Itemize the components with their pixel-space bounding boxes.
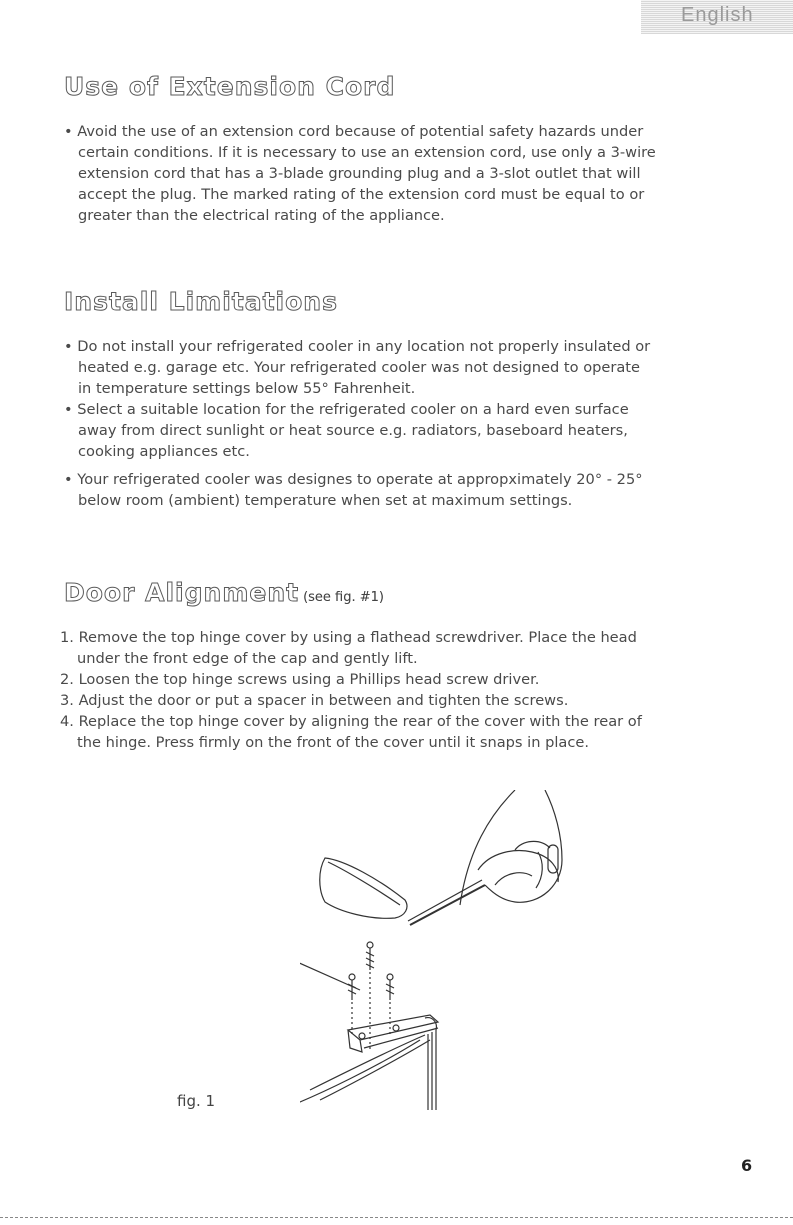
install-limitations-title: Install Limitations bbox=[64, 287, 338, 316]
screws-drawing bbox=[300, 942, 394, 1050]
door-alignment-steps bbox=[60, 627, 740, 753]
install-limitations-heading bbox=[64, 287, 338, 316]
step-line: 2. Loosen the top hinge screws using a Phillips head screw driver. bbox=[60, 671, 540, 688]
step-line: 4. Replace the top hinge cover by aligning the rear of the cover with the rear of bbox=[60, 713, 642, 730]
text-line: heated e.g. garage etc. Your refrigerated cooler was not designed to operate bbox=[78, 359, 641, 376]
step-line: 1. Remove the top hinge cover by using a flathead screwdriver. Place the head bbox=[60, 629, 637, 646]
door-alignment-heading bbox=[64, 578, 384, 607]
text-line: accept the plug. The marked rating of the extension cord must be equal to or bbox=[78, 186, 645, 203]
step-line: 3. Adjust the door or put a spacer in between and tighten the screws. bbox=[60, 692, 569, 709]
text-line: below room (ambient) temperature when set at maximum settings. bbox=[78, 492, 573, 509]
text-line: • Do not install your refrigerated cooler in any location not properly insulated or bbox=[64, 338, 651, 355]
text-line: • Your refrigerated cooler was designes to operate at appropximately 20° - 25° bbox=[64, 471, 643, 488]
hand-screwdriver-drawing bbox=[320, 790, 562, 925]
extension-cord-text bbox=[64, 121, 744, 226]
language-tab bbox=[641, 0, 793, 34]
text-line: in temperature settings below 55° Fahrenheit. bbox=[78, 380, 416, 397]
text-line: cooking appliances etc. bbox=[78, 443, 250, 460]
step-line: the hinge. Press firmly on the front of the cover until it snaps in place. bbox=[77, 734, 589, 751]
text-line: extension cord that has a 3-blade grounding plug and a 3-slot outlet that will bbox=[78, 165, 641, 182]
door-alignment-title: Door Alignment bbox=[64, 578, 300, 607]
page-number: 6 bbox=[741, 1156, 753, 1175]
text-line: away from direct sunlight or heat source e.g. radiators, baseboard heaters, bbox=[78, 422, 628, 439]
text-line: greater than the electrical rating of the appliance. bbox=[78, 207, 445, 224]
figure-label: fig. 1 bbox=[177, 1092, 216, 1110]
text-line: certain conditions. If it is necessary to use an extension cord, use only a 3-wire bbox=[78, 144, 656, 161]
text-line: • Select a suitable location for the refrigerated cooler on a hard even surface bbox=[64, 401, 629, 418]
step-line: under the front edge of the cap and gently lift. bbox=[77, 650, 418, 667]
hinge-illustration bbox=[300, 790, 600, 1110]
bottom-divider bbox=[0, 1217, 793, 1218]
extension-cord-title: Use of Extension Cord bbox=[64, 72, 396, 101]
figure-reference: (see fig. #1) bbox=[303, 590, 384, 605]
extension-cord-heading bbox=[64, 72, 395, 101]
hinge-plate-drawing bbox=[300, 1015, 438, 1110]
text-line: • Avoid the use of an extension cord because of potential safety hazards under bbox=[64, 123, 644, 140]
install-limitations-text bbox=[64, 336, 744, 511]
language-label: English bbox=[681, 4, 754, 26]
